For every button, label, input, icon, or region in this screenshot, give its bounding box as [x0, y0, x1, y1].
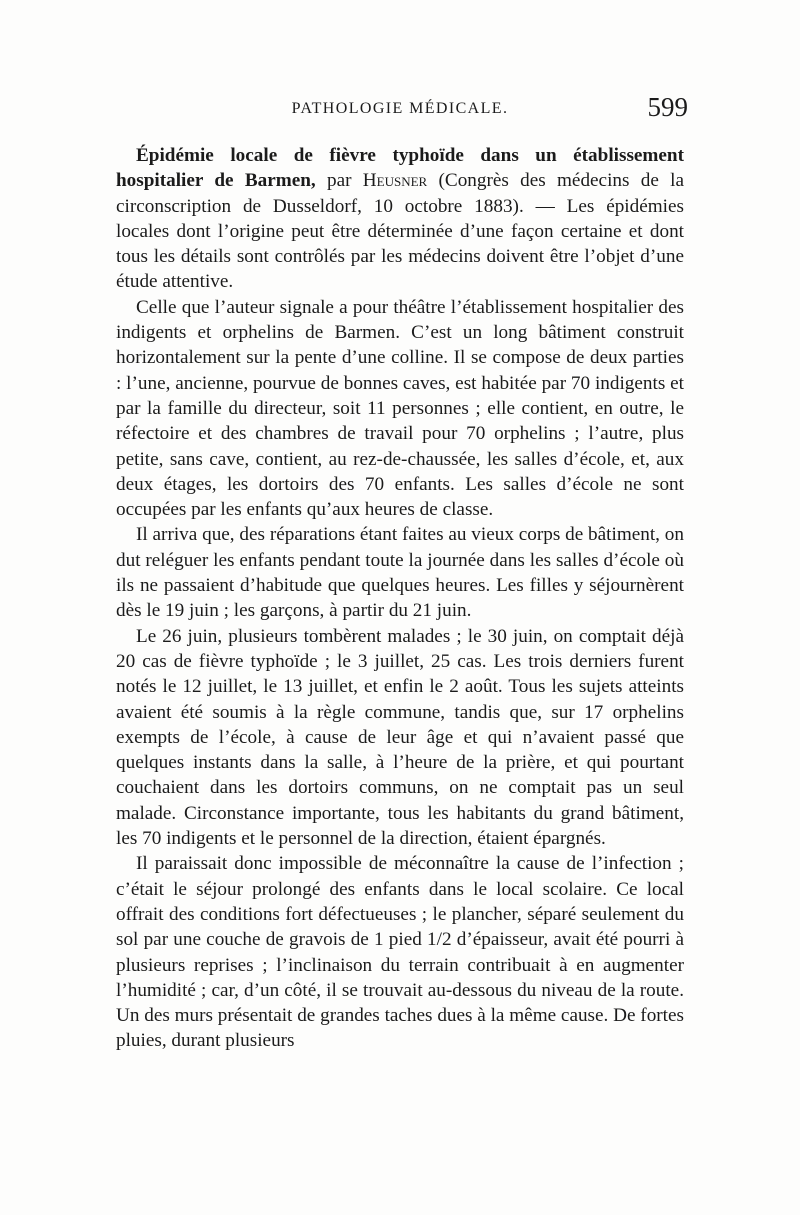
article-body — [116, 143, 684, 1054]
article-intro-paragraph — [116, 143, 684, 295]
paragraph: Il arriva que, des réparations étant faites au vieux corps de bâtiment, on dut reléguer les enfants pendant toute la journée dans les salles d’école où ils ne passaient d’habitude que quelques heures. Les filles y séjournèrent dès le 19 juin ; les garçons, à partir du 21 juin. — [116, 524, 684, 622]
article-title: Épidémie locale de fièvre typhoïde dans un établissement hospitalier de Barmen, — [116, 145, 684, 192]
paragraph: Le 26 juin, plusieurs tombèrent malades ; le 30 juin, on comptait déjà 20 cas de fièvre typhoïde ; le 3 juillet, 25 cas. Les trois derniers furent notés le 12 juillet, le 13 juillet, et enfin le 2 août. Tous les sujets atteints avaient été soumis à la règle commune, tandis que, sur 17 orphelins exempts de l’école, à cause de leur âge et qui n’avaient passé que quelques instants dans la salle, à l’heure de la prière, et qui pourtant couchaient dans les dortoirs communs, on ne comptait pas un seul malade. Circonstance importante, tous les habitants du grand bâtiment, les 70 indigents et le personnel de la direction, étaient épargnés. — [116, 625, 684, 850]
running-head — [116, 92, 688, 128]
byline-prefix: par — [315, 170, 363, 192]
paragraph: Celle que l’auteur signale a pour théâtre l’établissement hospitalier des indigents et orphelins de Barmen. C’est un long bâtiment construit horizontalement sur la pente d’une colline. Il se compose de deux parties : l’une, ancienne, pourvue de bonnes caves, est habitée par 70 indigents et par la famille du directeur, soit 11 personnes ; elle contient, en outre, le réfectoire et des chambres de travail pour 70 orphelins ; l’autre, plus petite, sans cave, contient, au rez-de-chaussée, les salles d’école, et, aux deux étages, les dortoirs des 70 enfants. Les salles d’école ne sont occupées par les enfants qu’aux heures de classe. — [116, 296, 684, 521]
running-title: PATHOLOGIE MÉDICALE. — [291, 100, 509, 117]
intro-text: (Congrès des médecins de la circonscription de Dusseldorf, 10 octobre 1883). — Les épidémies locales dont l’origine peut être déterminée d’une façon certaine et dont tous les détails sont contrôlés par les médecins doivent être l’objet d’une étude attentive. — [116, 170, 684, 293]
page-number: 599 — [647, 92, 688, 122]
paragraph: Il paraissait donc impossible de méconnaître la cause de l’infection ; c’était le séjour prolongé des enfants dans le local scolaire. Ce local offrait des conditions fort défectueuses ; le plancher, séparé seulement du sol par une couche de gravois de 1 pied 1/2 d’épaisseur, avait été pourri à plusieurs reprises ; l’inclinaison du terrain contribuait à en augmenter l’humidité ; car, d’un côté, il se trouvait au-dessous du niveau de la route. Un des murs présentait de grandes taches dues à la même cause. De fortes pluies, durant plusieurs — [116, 853, 684, 1052]
article-author: Heusner — [362, 170, 428, 192]
